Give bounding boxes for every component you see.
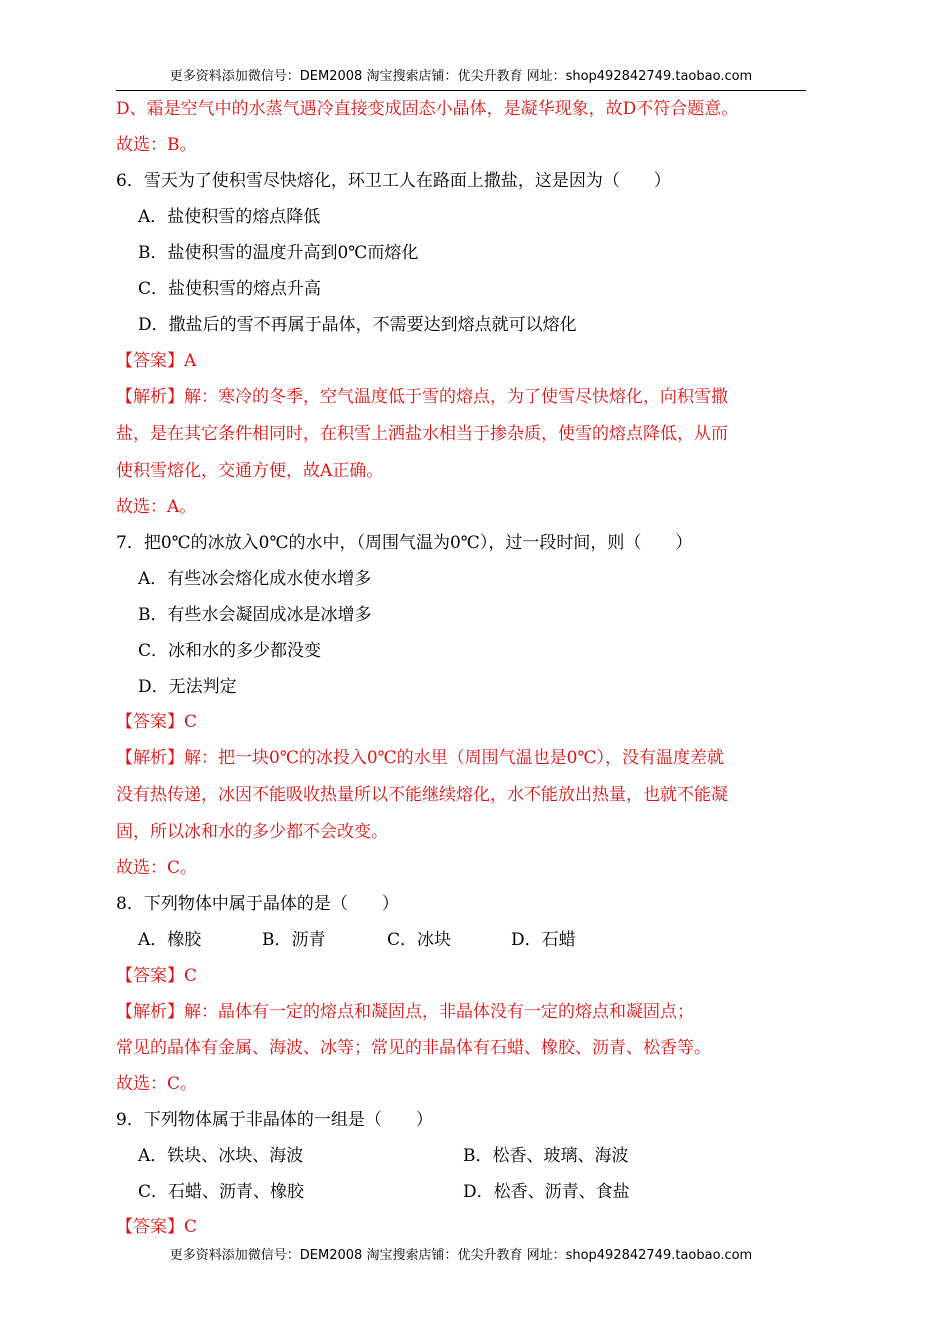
q8-option-d: D．石蜡 <box>511 930 576 950</box>
q9-options-row-1 <box>116 1141 816 1171</box>
q7-analysis-line-2: 没有热传递，冰因不能吸收热量所以不能继续熔化，水不能放出热量，也就不能凝 <box>116 785 728 805</box>
q8-option-a: A．橡胶 <box>138 930 202 950</box>
q7-option-d: D．无法判定 <box>138 677 237 697</box>
q8-selection: 故选：C。 <box>116 1074 198 1094</box>
q9-option-b: B．松香、玻璃、海波 <box>463 1146 629 1166</box>
q7-analysis-line-3: 固，所以冰和水的多少都不会改变。 <box>116 822 388 842</box>
q9-answer: 【答案】C <box>116 1217 198 1237</box>
q7-option-b: B．有些水会凝固成冰是冰增多 <box>138 605 372 625</box>
q6-analysis-line-3: 使积雪熔化，交通方便，故A正确。 <box>116 461 384 481</box>
q9-option-d: D．松香、沥青、食盐 <box>463 1182 630 1202</box>
q6-option-b: B．盐使积雪的温度升高到0℃而熔化 <box>138 243 419 263</box>
q6-analysis-line-1: 【解析】解：寒冷的冬季，空气温度低于雪的熔点，为了使雪尽快熔化，向积雪撒 <box>116 387 728 407</box>
q7-option-c: C．冰和水的多少都没变 <box>138 641 322 661</box>
q9-option-a: A．铁块、冰块、海波 <box>138 1146 304 1166</box>
q7-option-a: A．有些冰会熔化成水使水增多 <box>138 569 372 589</box>
q7-analysis-line-1: 【解析】解：把一块0℃的冰投入0℃的水里（周围气温也是0℃），没有温度差就 <box>116 748 724 768</box>
q6-option-c: C．盐使积雪的熔点升高 <box>138 279 322 299</box>
q6-stem: 6．雪天为了使积雪尽快熔化，环卫工人在路面上撒盐，这是因为（ ） <box>116 171 671 191</box>
q7-answer: 【答案】C <box>116 712 198 732</box>
q6-selection: 故选：A。 <box>116 497 197 517</box>
q5-option-d-explanation: D、霜是空气中的水蒸气遇冷直接变成固态小晶体，是凝华现象，故D不符合题意。 <box>116 99 739 119</box>
q8-answer: 【答案】C <box>116 966 198 986</box>
q6-analysis-line-2: 盐，是在其它条件相同时，在积雪上洒盐水相当于掺杂质，使雪的熔点降低，从而 <box>116 424 728 444</box>
q9-options-row-2 <box>116 1177 816 1207</box>
q5-selection: 故选：B。 <box>116 135 197 155</box>
q8-option-c: C．冰块 <box>387 930 452 950</box>
q8-option-b: B．沥青 <box>262 930 326 950</box>
page-footer: 更多资料添加微信号：DEM2008 淘宝搜索店铺：优尖升教育 网址：shop492842749.taobao.com <box>169 1248 753 1263</box>
q6-option-a: A．盐使积雪的熔点降低 <box>138 207 321 227</box>
q8-options-row <box>116 925 816 955</box>
q6-answer: 【答案】A <box>116 351 197 371</box>
q8-analysis-line-2: 常见的晶体有金属、海波、冰等；常见的非晶体有石蜡、橡胶、沥青、松香等。 <box>116 1038 711 1058</box>
q6-option-d: D．撒盐后的雪不再属于晶体，不需要达到熔点就可以熔化 <box>138 315 577 335</box>
page-header: 更多资料添加微信号：DEM2008 淘宝搜索店铺：优尖升教育 网址：shop492842749.taobao.com <box>116 68 806 91</box>
q8-analysis-line-1: 【解析】解：晶体有一定的熔点和凝固点，非晶体没有一定的熔点和凝固点； <box>116 1002 694 1022</box>
q9-option-c: C．石蜡、沥青、橡胶 <box>138 1182 305 1202</box>
q7-stem: 7．把0℃的冰放入0℃的水中，（周围气温为0℃），过一段时间，则（ ） <box>116 533 693 553</box>
q7-selection: 故选：C。 <box>116 858 198 878</box>
q8-stem: 8．下列物体中属于晶体的是（ ） <box>116 894 399 914</box>
q9-stem: 9．下列物体属于非晶体的一组是（ ） <box>116 1110 433 1130</box>
